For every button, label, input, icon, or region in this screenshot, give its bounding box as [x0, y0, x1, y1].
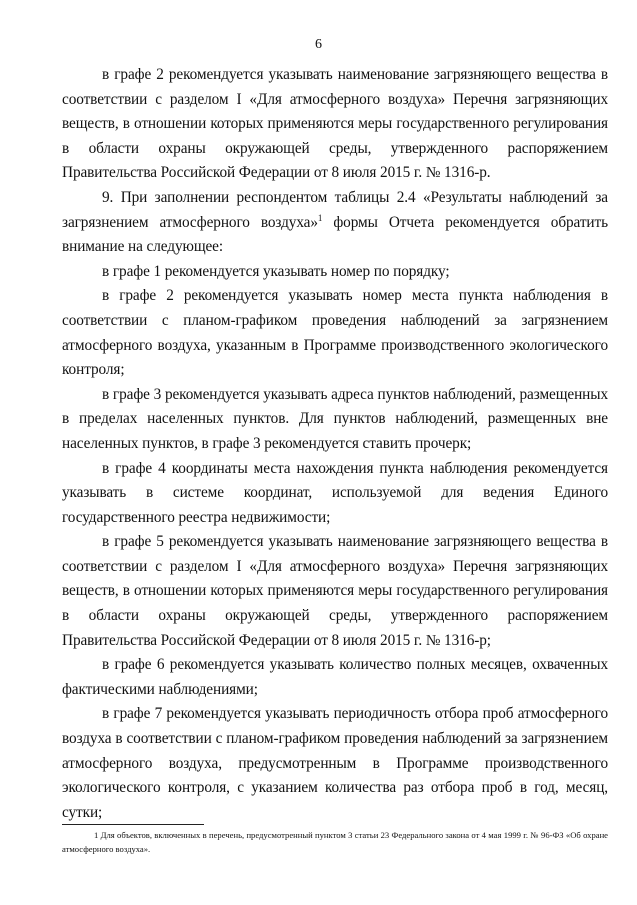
paragraph-item-9 — [62, 186, 608, 260]
paragraph-column-2-pollutant: в графе 2 рекомендуется указывать наименование загрязняющего вещества в соответствии с разделом I «Для атмосферного воздуха» Перечня загрязняющих веществ, в отношении которых применяются меры государственного регулирования в области охраны окружающей среды, утвержденного распоряжением Правительства Российской Федерации от 8 июля 2015 г. № 1316-р. — [62, 66, 608, 182]
footnote-separator — [62, 824, 204, 825]
paragraph-column-7: в графе 7 рекомендуется указывать периодичность отбора проб атмосферного воздуха в соответствии с планом-графиком проведения наблюдений за загрязнением атмосферного воздуха, предусмотренным в Программе производственного экологического контроля, с указанием количества раз отбора проб в год, месяц, сутки; — [62, 705, 608, 821]
paragraph-column-5: в графе 5 рекомендуется указывать наименование загрязняющего вещества в соответствии с разделом I «Для атмосферного воздуха» Перечня загрязняющих веществ, в отношении которых применяются меры государственного регулирования в области охраны окружающей среды, утвержденного распоряжением Правительства Российской Федерации от 8 июля 2015 г. № 1316-р; — [62, 533, 608, 649]
footnote: 1 Для объектов, включенных в перечень, предусмотренный пунктом 3 статьи 23 Федерального закона от 4 мая 1999 г. № 96-ФЗ «Об охране атмосферного воздуха». — [62, 830, 608, 854]
paragraph-column-4: в графе 4 координаты места нахождения пункта наблюдения рекомендуется указывать в системе координат, используемой для ведения Единого государственного реестра недвижимости; — [62, 459, 608, 526]
paragraph-column-3: в графе 3 рекомендуется указывать адреса пунктов наблюдений, размещенных в пределах населенных пунктов. Для пунктов наблюдений, размещенных вне населенных пунктов, в графе 3 рекомендуется ставить прочерк; — [62, 385, 608, 452]
paragraph-column-6: в графе 6 рекомендуется указывать количество полных месяцев, охваченных фактическими наблюдениями; — [62, 656, 608, 698]
paragraph-item-9-text: 9. При заполнении респондентом таблицы 2.4 «Результаты наблюдений за загрязнением атмосферного воздуха» — [62, 188, 608, 231]
paragraph-item-9-continuation: формы Отчета рекомендуется обратить внимание на следующее: — [62, 213, 608, 256]
footnote-marker[interactable]: 1 — [317, 212, 323, 223]
paragraph-column-2: в графе 2 рекомендуется указывать номер места пункта наблюдения в соответствии с планом-графиком проведения наблюдений за загрязнением атмосферного воздуха, указанным в Программе производственного экологического контроля; — [62, 287, 608, 379]
paragraph-column-1: в графе 1 рекомендуется указывать номер по порядку; — [102, 262, 450, 280]
document-body — [62, 63, 608, 825]
page-number: 6 — [315, 37, 322, 52]
